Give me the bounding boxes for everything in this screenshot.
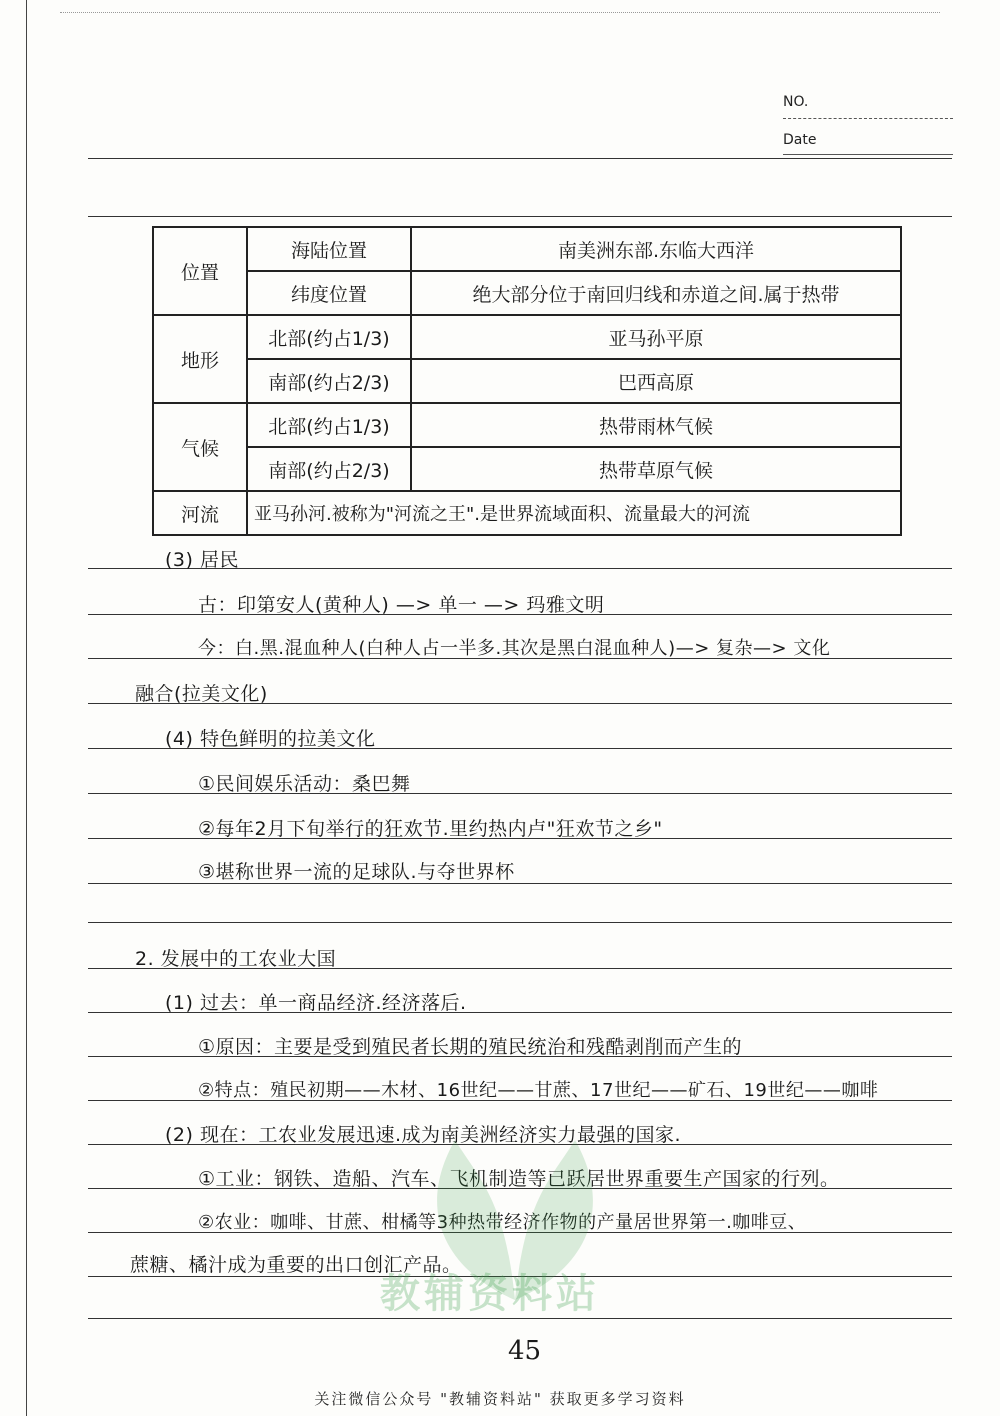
now-industry: ①工业：钢铁、造船、汽车、飞机制造等已跃居世界重要生产国家的行列。 xyxy=(198,1168,840,1190)
past-feature: ②特点：殖民初期——木材、16世纪——甘蔗、17世纪——矿石、19世纪——咖啡 xyxy=(198,1080,879,1101)
geography-table xyxy=(152,226,902,536)
table-row xyxy=(153,271,901,315)
binding-margin-line xyxy=(26,0,27,1416)
table-subcategory: 海陆位置 xyxy=(247,227,411,271)
table-value: 巴西高原 xyxy=(411,359,901,403)
number-label: NO. xyxy=(783,94,809,110)
ancient-line: 古：印第安人(黄种人) —> 单一 —> 玛雅文明 xyxy=(198,594,605,616)
now-heading: (2) 现在：工农业发展迅速.成为南美洲经济实力最强的国家. xyxy=(165,1124,682,1146)
table-value: 亚马孙河.被称为"河流之王".是世界流域面积、流量最大的河流 xyxy=(247,491,901,535)
table-subcategory: 南部(约占2/3) xyxy=(247,359,411,403)
table-value: 绝大部分位于南回归线和赤道之间.属于热带 xyxy=(411,271,901,315)
table-subcategory: 北部(约占1/3) xyxy=(247,315,411,359)
number-line xyxy=(783,118,953,119)
ruled-line xyxy=(88,158,952,159)
now-agriculture-continued: 蔗糖、橘汁成为重要的出口创汇产品。 xyxy=(130,1254,462,1276)
top-dotted-line xyxy=(60,12,940,13)
ruled-line xyxy=(88,216,952,217)
table-value: 南美洲东部.东临大西洋 xyxy=(411,227,901,271)
table-category: 河流 xyxy=(153,491,247,535)
table-row xyxy=(153,447,901,491)
table-value: 亚马孙平原 xyxy=(411,315,901,359)
now-agriculture: ②农业：咖啡、甘蔗、柑橘等3种热带经济作物的产量居世界第一.咖啡豆、 xyxy=(198,1212,807,1233)
culture-item: ②每年2月下旬举行的狂欢节.里约热内卢"狂欢节之乡" xyxy=(198,818,663,840)
table-row xyxy=(153,315,901,359)
page-number: 45 xyxy=(508,1336,542,1366)
culture-item: ③堪称世界一流的足球队.与夺世界杯 xyxy=(198,861,515,883)
culture-heading: (4) 特色鲜明的拉美文化 xyxy=(165,728,376,750)
table-subcategory: 纬度位置 xyxy=(247,271,411,315)
table-row xyxy=(153,227,901,271)
date-line xyxy=(783,154,953,155)
modern-continued: 融合(拉美文化) xyxy=(135,683,268,705)
table-category: 气候 xyxy=(153,403,247,491)
footer-note: 关注微信公众号 "教辅资料站" 获取更多学习资料 xyxy=(314,1390,686,1408)
table-row xyxy=(153,359,901,403)
section-heading: 2. 发展中的工农业大国 xyxy=(135,948,337,970)
table-subcategory: 北部(约占1/3) xyxy=(247,403,411,447)
table-value: 热带草原气候 xyxy=(411,447,901,491)
table-row xyxy=(153,491,901,535)
table-category: 位置 xyxy=(153,227,247,315)
past-reason: ①原因：主要是受到殖民者长期的殖民统治和残酷剥削而产生的 xyxy=(198,1036,743,1058)
table-value: 热带雨林气候 xyxy=(411,403,901,447)
culture-item: ①民间娱乐活动：桑巴舞 xyxy=(198,773,411,795)
past-heading: (1) 过去：单一商品经济.经济落后. xyxy=(165,992,467,1014)
table-subcategory: 南部(约占2/3) xyxy=(247,447,411,491)
watermark-text: 教辅资料站 xyxy=(380,1271,600,1317)
date-label: Date xyxy=(783,132,817,148)
ruled-line xyxy=(88,922,952,923)
modern-line: 今：白.黑.混血种人(白种人占一半多.其次是黑白混血种人)—> 复杂—> 文化 xyxy=(198,638,831,659)
table-row xyxy=(153,403,901,447)
residents-heading: (3) 居民 xyxy=(165,549,239,571)
table-category: 地形 xyxy=(153,315,247,403)
